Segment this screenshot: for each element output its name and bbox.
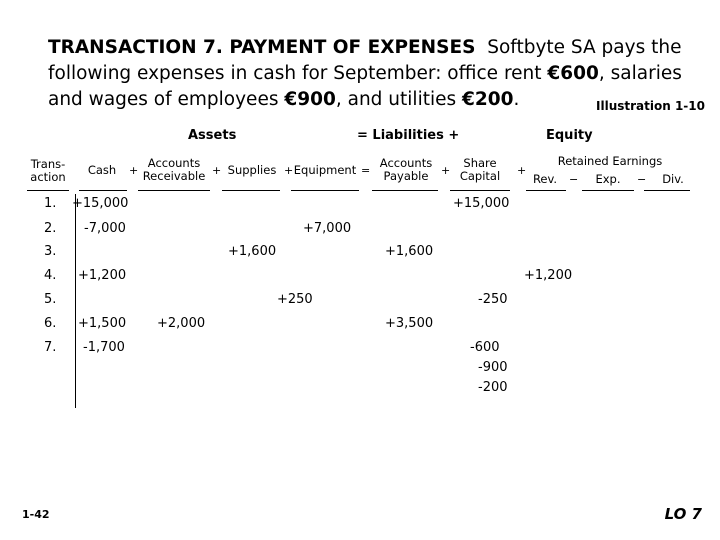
learning-objective: LO 7 <box>664 505 702 523</box>
col-retained-earnings: Retained Earnings <box>557 154 663 168</box>
col-sc-line2: Capital <box>459 169 501 183</box>
row-label: 7. <box>44 340 57 355</box>
col-ap-line1: Accounts <box>379 156 433 170</box>
col-rev: Rev. <box>532 172 558 186</box>
equipment-value: +7,000 <box>303 221 352 236</box>
accounts-payable-value: +3,500 <box>385 316 434 331</box>
supplies-value: +1,600 <box>228 244 277 259</box>
row-label: 1. <box>44 196 57 211</box>
underline-cash <box>79 190 127 191</box>
col-transaction <box>28 158 68 184</box>
accounts-payable-value: +1,600 <box>385 244 434 259</box>
cash-value: +15,000 <box>72 196 129 211</box>
col-accounts-payable <box>374 157 438 183</box>
col-equipment: Equipment <box>293 163 357 177</box>
underline-exp <box>582 190 634 191</box>
plus-op: + <box>212 164 222 177</box>
plus-op: + <box>517 164 527 177</box>
underline-equipment <box>291 190 359 191</box>
share-capital-value: +15,000 <box>453 196 510 211</box>
transaction-heading: TRANSACTION 7. PAYMENT OF EXPENSES <box>48 37 476 58</box>
minus-op: − <box>637 173 647 186</box>
row-divider <box>75 194 76 408</box>
row-label: 4. <box>44 268 57 283</box>
cash-value: +1,200 <box>78 268 127 283</box>
accounts-receivable-value: +2,000 <box>157 316 206 331</box>
col-supplies: Supplies <box>227 163 277 177</box>
underline-div <box>644 190 690 191</box>
expense-value: -900 <box>478 360 508 375</box>
equals-op: = <box>361 164 371 177</box>
row-label: 3. <box>44 244 57 259</box>
underline-rev <box>526 190 566 191</box>
description-text-1: Softbyte SA pays the following expenses in cash for September: office rent <box>48 37 682 84</box>
cash-value: +1,500 <box>78 316 127 331</box>
row-label: 5. <box>44 292 57 307</box>
description-text-3: , and utilities <box>335 89 462 110</box>
rent-amount: €600 <box>547 63 599 84</box>
assets-heading: Assets <box>188 128 237 143</box>
plus-op: + <box>129 164 139 177</box>
cash-value: -7,000 <box>84 221 126 236</box>
plus-op: + <box>441 164 451 177</box>
col-transaction-line1: Trans- <box>30 157 66 171</box>
description-text-4: . <box>513 89 520 110</box>
liabilities-heading: = Liabilities + <box>357 128 460 143</box>
underline-ar <box>138 190 210 191</box>
row-label: 6. <box>44 316 57 331</box>
col-transaction-line2: action <box>30 170 66 184</box>
row-label: 2. <box>44 221 57 236</box>
col-sc-line1: Share <box>463 156 497 170</box>
underline-share-capital <box>450 190 510 191</box>
slide-number: 1-42 <box>22 508 50 521</box>
expense-value: -250 <box>478 292 508 307</box>
utilities-amount: €200 <box>462 89 514 110</box>
equipment-value: +250 <box>277 292 313 307</box>
minus-op: − <box>569 173 579 186</box>
illustration-label: Illustration 1-10 <box>596 99 705 113</box>
expense-value: -200 <box>478 380 508 395</box>
revenue-value: +1,200 <box>524 268 573 283</box>
plus-op: + <box>284 164 294 177</box>
description-text-2: , salaries and wages of employees <box>48 63 682 110</box>
col-ar-line2: Receivable <box>142 169 206 183</box>
col-ap-line2: Payable <box>383 169 429 183</box>
underline-transaction <box>27 190 69 191</box>
col-exp: Exp. <box>595 172 621 186</box>
col-cash: Cash <box>87 163 117 177</box>
col-accounts-receivable <box>140 157 208 183</box>
col-share-capital <box>452 157 508 183</box>
salaries-amount: €900 <box>284 89 336 110</box>
expense-value: -600 <box>470 340 500 355</box>
col-div: Div. <box>662 172 684 186</box>
underline-supplies <box>222 190 280 191</box>
col-ar-line1: Accounts <box>147 156 201 170</box>
cash-value: -1,700 <box>83 340 125 355</box>
equity-heading: Equity <box>546 128 593 143</box>
underline-ap <box>372 190 438 191</box>
